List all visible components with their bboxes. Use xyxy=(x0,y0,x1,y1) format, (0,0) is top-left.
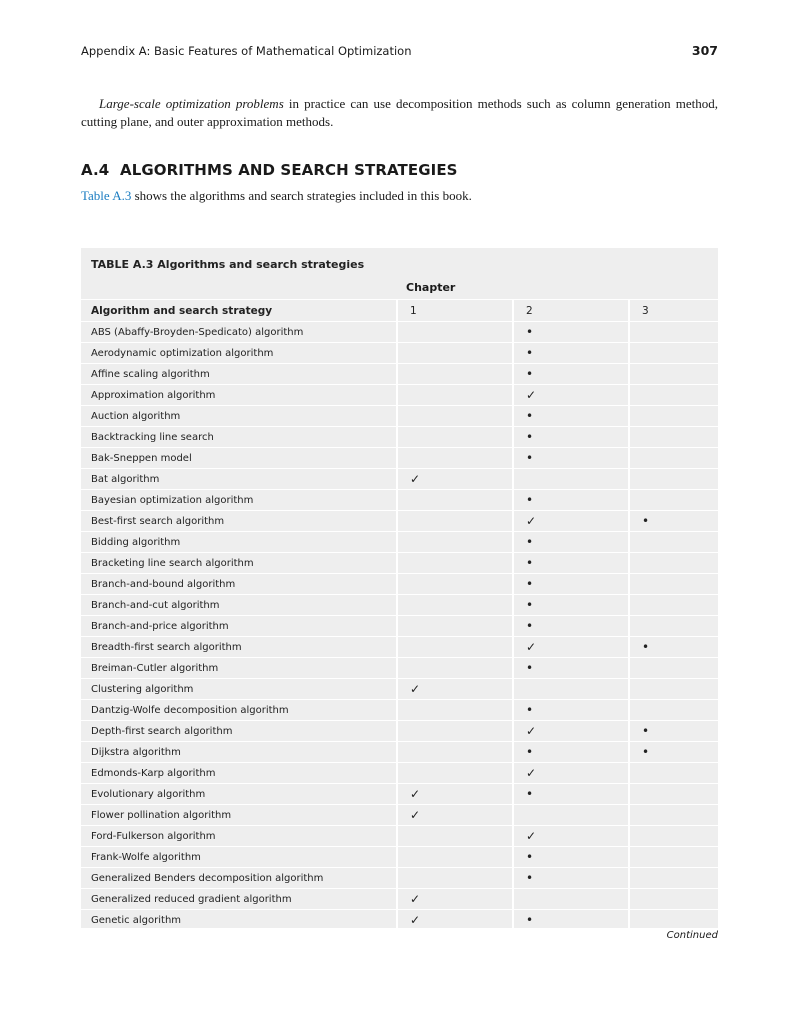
table-row xyxy=(81,742,718,763)
algorithm-name: Depth-first search algorithm xyxy=(91,725,233,737)
chapter-3-cell xyxy=(628,427,718,447)
chapter-2-cell xyxy=(512,616,628,636)
chapter-2-cell xyxy=(512,721,628,741)
algorithms-table xyxy=(81,248,718,928)
algorithm-name-cell xyxy=(81,637,396,657)
chapter-2-cell xyxy=(512,868,628,888)
chapter-3-cell xyxy=(628,511,718,531)
chapter-3-cell xyxy=(628,490,718,510)
table-row xyxy=(81,343,718,364)
chapter-1-cell xyxy=(396,637,512,657)
table-row xyxy=(81,868,718,889)
algorithm-name-cell xyxy=(81,805,396,825)
chapter-mark: • xyxy=(526,409,534,423)
chapter-1-cell xyxy=(396,805,512,825)
chapter-mark: • xyxy=(526,703,534,717)
table-row xyxy=(81,700,718,721)
chapter-1-cell xyxy=(396,406,512,426)
chapter-2-cell xyxy=(512,784,628,804)
chapter-mark: • xyxy=(526,850,534,864)
chapter-3-cell xyxy=(628,553,718,573)
table-row xyxy=(81,490,718,511)
chapter-mark: ✓ xyxy=(410,472,421,486)
chapter-1-cell xyxy=(396,616,512,636)
chapter-1-cell xyxy=(396,574,512,594)
chapter-2-cell xyxy=(512,700,628,720)
chapter-1-cell xyxy=(396,784,512,804)
algorithm-name: Dantzig-Wolfe decomposition algorithm xyxy=(91,704,289,716)
table-grid xyxy=(81,299,718,931)
chapter-1-cell xyxy=(396,679,512,699)
chapter-2-cell xyxy=(512,763,628,783)
chapter-3-cell xyxy=(628,910,718,930)
chapter-mark: ✓ xyxy=(410,892,421,906)
table-row xyxy=(81,406,718,427)
chapter-3-cell xyxy=(628,742,718,762)
page-number: 307 xyxy=(691,43,718,58)
chapter-3-cell xyxy=(628,721,718,741)
algorithm-name: Bak-Sneppen model xyxy=(91,452,192,464)
table-row xyxy=(81,322,718,343)
chapter-1-cell xyxy=(396,847,512,867)
algorithm-name-cell xyxy=(81,553,396,573)
chapter-mark: • xyxy=(526,325,534,339)
algorithm-name-cell xyxy=(81,910,396,930)
table-row xyxy=(81,364,718,385)
chapter-2-cell xyxy=(512,343,628,363)
chapter-2-cell xyxy=(512,532,628,552)
chapter-mark: • xyxy=(526,913,534,927)
chapter-1-cell xyxy=(396,658,512,678)
algorithm-name-cell xyxy=(81,364,396,384)
chapter-mark: • xyxy=(526,556,534,570)
column-header-algorithm: Algorithm and search strategy xyxy=(91,304,273,317)
algorithm-name-cell xyxy=(81,679,396,699)
algorithm-name-cell xyxy=(81,616,396,636)
algorithm-name-cell xyxy=(81,469,396,489)
table-row xyxy=(81,574,718,595)
chapter-1-cell xyxy=(396,511,512,531)
intro-text: in practice can use decomposition methods such as column generation method, cutting plane, and outer approximation methods. xyxy=(81,96,718,129)
chapter-2-cell xyxy=(512,595,628,615)
chapter-3-cell xyxy=(628,616,718,636)
chapter-1-cell xyxy=(396,763,512,783)
table-row xyxy=(81,448,718,469)
algorithm-name: Frank-Wolfe algorithm xyxy=(91,851,201,863)
chapter-1-cell xyxy=(396,364,512,384)
chapter-1-cell xyxy=(396,721,512,741)
table-row xyxy=(81,532,718,553)
table-row xyxy=(81,889,718,910)
chapter-3-cell xyxy=(628,322,718,342)
chapter-3-cell xyxy=(628,784,718,804)
chapter-mark: ✓ xyxy=(410,913,421,927)
table-row xyxy=(81,826,718,847)
table-row xyxy=(81,679,718,700)
chapter-mark: • xyxy=(526,745,534,759)
chapter-1-cell xyxy=(396,826,512,846)
chapter-1-cell xyxy=(396,343,512,363)
chapter-mark: ✓ xyxy=(526,724,537,738)
running-head-title: Appendix A: Basic Features of Mathematical Optimization xyxy=(81,44,412,58)
algorithm-name: Evolutionary algorithm xyxy=(91,788,206,800)
algorithm-name-cell xyxy=(81,595,396,615)
table-header-row xyxy=(81,300,718,322)
chapter-mark: • xyxy=(526,577,534,591)
chapter-1-cell xyxy=(396,595,512,615)
chapter-3-cell xyxy=(628,469,718,489)
chapter-1-cell xyxy=(396,469,512,489)
chapter-mark: • xyxy=(526,346,534,360)
chapter-3-cell xyxy=(628,637,718,657)
algorithm-name-cell xyxy=(81,658,396,678)
chapter-mark: • xyxy=(526,598,534,612)
chapter-mark: ✓ xyxy=(526,829,537,843)
chapter-mark: ✓ xyxy=(526,766,537,780)
algorithm-name-cell xyxy=(81,385,396,405)
chapter-2-cell xyxy=(512,889,628,909)
chapter-2-cell xyxy=(512,847,628,867)
table-row xyxy=(81,805,718,826)
chapter-3-cell xyxy=(628,343,718,363)
chapter-3-cell xyxy=(628,826,718,846)
algorithm-name: Genetic algorithm xyxy=(91,914,182,926)
running-head xyxy=(81,42,718,60)
algorithm-name-cell xyxy=(81,532,396,552)
chapter-2-cell xyxy=(512,574,628,594)
algorithm-name-cell xyxy=(81,343,396,363)
chapter-2-cell xyxy=(512,406,628,426)
algorithm-name-cell xyxy=(81,847,396,867)
chapter-3-cell xyxy=(628,532,718,552)
algorithm-name: Bayesian optimization algorithm xyxy=(91,494,254,506)
chapter-1-cell xyxy=(396,868,512,888)
chapter-mark: • xyxy=(526,661,534,675)
chapter-3-cell xyxy=(628,658,718,678)
section-heading xyxy=(81,161,718,179)
table-row xyxy=(81,763,718,784)
table-row xyxy=(81,595,718,616)
table-row xyxy=(81,469,718,490)
algorithm-name: Clustering algorithm xyxy=(91,683,194,695)
chapter-3-cell xyxy=(628,847,718,867)
algorithm-name: Approximation algorithm xyxy=(91,389,216,401)
chapter-1-cell xyxy=(396,532,512,552)
algorithm-name-cell xyxy=(81,322,396,342)
chapter-mark: • xyxy=(526,619,534,633)
algorithm-name: Backtracking line search xyxy=(91,431,214,443)
chapter-2-cell xyxy=(512,679,628,699)
algorithm-name: Generalized Benders decomposition algorithm xyxy=(91,872,324,884)
chapter-1-cell xyxy=(396,742,512,762)
column-header-chapter-2: 2 xyxy=(512,300,628,321)
section-title: ALGORITHMS AND SEARCH STRATEGIES xyxy=(120,161,458,179)
algorithm-name: Ford-Fulkerson algorithm xyxy=(91,830,216,842)
chapter-mark: • xyxy=(526,871,534,885)
chapter-1-cell xyxy=(396,910,512,930)
chapter-2-cell xyxy=(512,553,628,573)
table-row xyxy=(81,511,718,532)
chapter-2-cell xyxy=(512,385,628,405)
algorithm-name: Edmonds-Karp algorithm xyxy=(91,767,216,779)
chapter-mark: • xyxy=(526,493,534,507)
algorithm-name: Affine scaling algorithm xyxy=(91,368,210,380)
chapter-1-cell xyxy=(396,385,512,405)
chapter-mark: ✓ xyxy=(410,682,421,696)
chapter-mark: • xyxy=(642,724,650,738)
table-row xyxy=(81,847,718,868)
table-row xyxy=(81,721,718,742)
chapter-2-cell xyxy=(512,658,628,678)
chapter-mark: • xyxy=(642,745,650,759)
chapter-3-cell xyxy=(628,574,718,594)
chapter-mark: • xyxy=(642,640,650,654)
column-header-chapter-3: 3 xyxy=(628,300,718,321)
algorithm-name: ABS (Abaffy-Broyden-Spedicato) algorithm xyxy=(91,326,304,338)
algorithm-name-cell xyxy=(81,868,396,888)
continued-note: Continued xyxy=(666,930,718,941)
intro-italic-term: Large-scale optimization problems xyxy=(99,96,284,111)
table-row xyxy=(81,658,718,679)
chapter-1-cell xyxy=(396,427,512,447)
algorithm-name-cell xyxy=(81,427,396,447)
algorithm-name-cell xyxy=(81,574,396,594)
table-row xyxy=(81,784,718,805)
algorithm-name-cell xyxy=(81,448,396,468)
chapter-1-cell xyxy=(396,889,512,909)
table-row xyxy=(81,910,718,931)
algorithm-name: Breiman-Cutler algorithm xyxy=(91,662,219,674)
table-row xyxy=(81,427,718,448)
chapter-2-cell xyxy=(512,448,628,468)
chapter-mark: ✓ xyxy=(526,514,537,528)
section-number: A.4 xyxy=(81,161,110,179)
chapter-3-cell xyxy=(628,805,718,825)
algorithm-name: Flower pollination algorithm xyxy=(91,809,232,821)
table-row xyxy=(81,637,718,658)
table-row xyxy=(81,385,718,406)
algorithm-name: Dijkstra algorithm xyxy=(91,746,181,758)
chapter-2-cell xyxy=(512,511,628,531)
chapter-1-cell xyxy=(396,700,512,720)
chapter-2-cell xyxy=(512,742,628,762)
chapter-1-cell xyxy=(396,553,512,573)
chapter-3-cell xyxy=(628,448,718,468)
chapter-2-cell xyxy=(512,427,628,447)
chapter-mark: ✓ xyxy=(410,787,421,801)
column-header-chapter-1: 1 xyxy=(396,300,512,321)
chapter-mark: • xyxy=(526,367,534,381)
chapter-2-cell xyxy=(512,805,628,825)
algorithm-name-cell xyxy=(81,490,396,510)
chapter-group-header: Chapter xyxy=(406,281,456,294)
chapter-3-cell xyxy=(628,364,718,384)
algorithm-name-cell xyxy=(81,784,396,804)
algorithm-name-cell xyxy=(81,511,396,531)
table-row xyxy=(81,616,718,637)
chapter-3-cell xyxy=(628,679,718,699)
table-row xyxy=(81,553,718,574)
chapter-2-cell xyxy=(512,826,628,846)
chapter-mark: • xyxy=(526,430,534,444)
chapter-1-cell xyxy=(396,322,512,342)
chapter-1-cell xyxy=(396,448,512,468)
algorithm-name: Bat algorithm xyxy=(91,473,160,485)
algorithm-name-cell xyxy=(81,826,396,846)
chapter-3-cell xyxy=(628,385,718,405)
algorithm-name-cell xyxy=(81,721,396,741)
algorithm-name: Branch-and-price algorithm xyxy=(91,620,229,632)
chapter-3-cell xyxy=(628,595,718,615)
chapter-2-cell xyxy=(512,364,628,384)
chapter-3-cell xyxy=(628,889,718,909)
chapter-mark: ✓ xyxy=(526,388,537,402)
algorithm-name: Bidding algorithm xyxy=(91,536,181,548)
algorithm-name: Bracketing line search algorithm xyxy=(91,557,254,569)
chapter-mark: • xyxy=(526,451,534,465)
table-cross-reference[interactable]: Table A.3 xyxy=(81,188,132,203)
algorithm-name: Auction algorithm xyxy=(91,410,181,422)
chapter-1-cell xyxy=(396,490,512,510)
algorithm-name: Generalized reduced gradient algorithm xyxy=(91,893,292,905)
algorithm-name: Breadth-first search algorithm xyxy=(91,641,242,653)
chapter-2-cell xyxy=(512,490,628,510)
chapter-mark: ✓ xyxy=(410,808,421,822)
chapter-2-cell xyxy=(512,322,628,342)
table-caption: TABLE A.3 Algorithms and search strategies xyxy=(91,258,365,271)
chapter-3-cell xyxy=(628,406,718,426)
chapter-3-cell xyxy=(628,700,718,720)
chapter-3-cell xyxy=(628,868,718,888)
chapter-2-cell xyxy=(512,910,628,930)
chapter-mark: • xyxy=(526,535,534,549)
algorithm-name-cell xyxy=(81,700,396,720)
algorithm-name-cell xyxy=(81,742,396,762)
section-paragraph xyxy=(81,187,718,205)
algorithm-name-cell xyxy=(81,406,396,426)
chapter-mark: • xyxy=(526,787,534,801)
chapter-2-cell xyxy=(512,637,628,657)
algorithm-name-cell xyxy=(81,889,396,909)
algorithm-name: Branch-and-cut algorithm xyxy=(91,599,220,611)
algorithm-name: Best-first search algorithm xyxy=(91,515,225,527)
chapter-2-cell xyxy=(512,469,628,489)
intro-paragraph xyxy=(81,95,718,131)
chapter-3-cell xyxy=(628,763,718,783)
chapter-mark: ✓ xyxy=(526,640,537,654)
chapter-mark: • xyxy=(642,514,650,528)
algorithm-name: Aerodynamic optimization algorithm xyxy=(91,347,274,359)
section-paragraph-text: shows the algorithms and search strategies included in this book. xyxy=(131,188,472,203)
algorithm-name-cell xyxy=(81,763,396,783)
algorithm-name: Branch-and-bound algorithm xyxy=(91,578,236,590)
